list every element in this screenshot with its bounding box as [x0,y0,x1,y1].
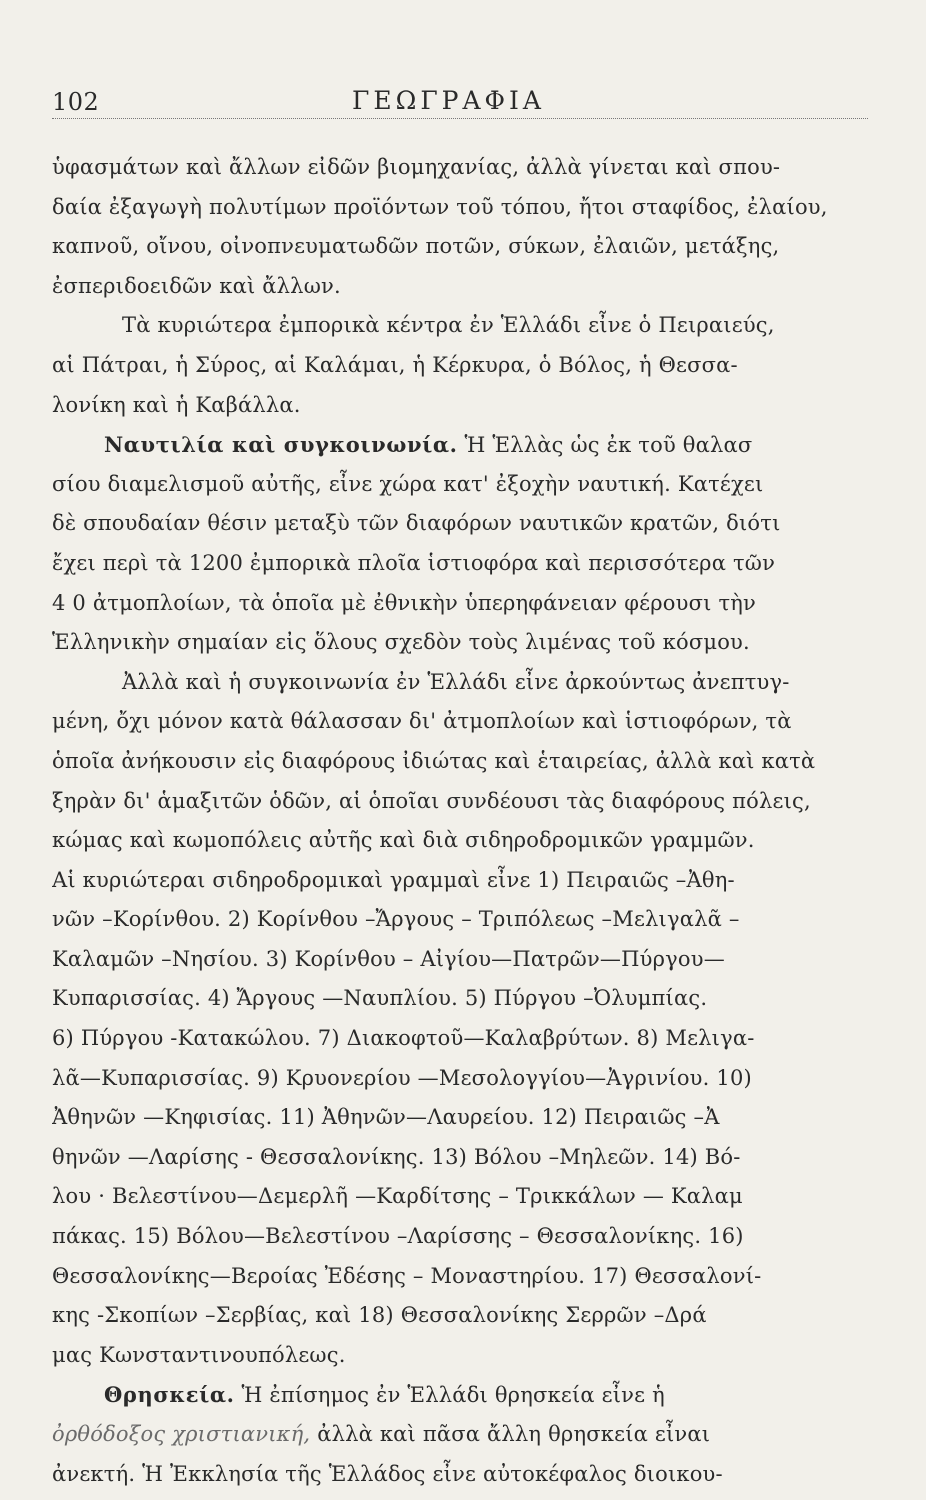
text-line: ὀρθόδοξος χριστιανική, ἀλλὰ καὶ πᾶσα ἄλλη θρησκεία εἶναι [52,1422,711,1446]
text-span: Ἡ ἐπίσημος ἐν Ἑλλάδι θρησκεία εἶνε ἡ [241,1383,665,1408]
running-title: ΓΕΩΓΡΑΦΙΑ [352,86,545,115]
text-line: ἔχει περὶ τὰ 1200 ἐμπορικὰ πλοῖα ἱστιοφόρα καὶ περισσότερα τῶν [52,550,776,575]
text-line: ξηρὰν δι' ἁμαξιτῶν ὁδῶν, αἱ ὁποῖαι συνδέουσι τὰς διαφόρους πόλεις, [52,788,811,813]
text-line: λᾶ—Κυπαρισσίας. 9) Κρυονερίου —Μεσολογγίου—Ἀγρινίου. 10) [52,1065,752,1090]
text-line: Καλαμῶν –Νησίου. 3) Κορίνθου – Αἰγίου—Πατρῶν—Πύργου— [52,946,725,971]
text-line: Κυπαρισσίας. 4) Ἄργους —Ναυπλίου. 5) Πύργου –Ὀλυμπίας. [52,986,708,1011]
text-line: ἐσπεριδοειδῶν καὶ ἄλλων. [52,273,341,298]
text-line-with-heading [52,1375,884,1415]
text-line: κης -Σκοπίων –Σερβίας, καὶ 18) Θεσσαλονίκης Σερρῶν –Δρά [52,1303,707,1328]
text-line-with-heading [52,425,884,465]
text-line: δὲ σπουδαίαν θέσιν μεταξὺ τῶν διαφόρων ναυτικῶν κρατῶν, διότι [52,511,781,536]
page-number: 102 [52,88,100,116]
text-line: μένη, ὄχι μόνον κατὰ θάλασσαν δι' ἀτμοπλοίων καὶ ἱστιοφόρων, τὰ [52,709,792,734]
text-line: ὁποῖα ἀνήκουσιν εἰς διαφόρους ἰδιώτας καὶ ἑταιρείας, ἀλλὰ καὶ κατὰ [52,748,816,773]
text-line: μας Κωνσταντινουπόλεως. [52,1342,346,1367]
text-line: Ἀθηνῶν —Κηφισίας. 11) Ἀθηνῶν—Λαυρείου. 12) Πειραιῶς –Ἀ [52,1105,720,1130]
page-header [52,80,868,120]
text-line: 6) Πύργου -Κατακώλου. 7) Διακοφτοῦ—Καλαβρύτων. 8) Μελιγα- [52,1026,755,1051]
text-line: Ἀλλὰ καὶ ἡ συγκοινωνία ἐν Ἑλλάδι εἶνε ἀρκούντως ἀνεπτυγ- [122,669,790,694]
text-line: δαία ἐξαγωγὴ πολυτίμων προϊόντων τοῦ τόπου, ἤτοι σταφίδος, ἐλαίου, [52,194,828,219]
text-line: σίου διαμελισμοῦ αὐτῆς, εἶνε χώρα κατ' ἐξοχὴν ναυτική. Κατέχει [52,471,764,496]
text-line: ὑφασμάτων καὶ ἄλλων εἰδῶν βιομηχανίας, ἀλλὰ γίνεται καὶ σπου- [52,155,781,179]
text-line: νῶν –Κορίνθου. 2) Κορίνθου –Ἄργους – Τριπόλεως –Μελιγαλᾶ – [52,907,740,932]
text-line: 4 0 ἀτμοπλοίων, τὰ ὁποῖα μὲ ἐθνικὴν ὑπερηφάνειαν φέρουσι τὴν [52,590,757,615]
text-line: λου · Βελεστίνου—Δεμερλῆ —Καρδίτσης – Τρικκάλων — Καλαμ [52,1184,743,1209]
text-line: λονίκη καὶ ἡ Καβάλλα. [52,392,301,417]
header-rule [52,118,868,119]
text-line: θηνῶν —Λαρίσης - Θεσσαλονίκης. 13) Βόλου –Μηλεῶν. 14) Βό- [52,1144,741,1169]
text-line: Τὰ κυριώτερα ἐμπορικὰ κέντρα ἐν Ἑλλάδι εἶνε ὁ Πειραιεύς, [122,313,775,338]
text-line: ἀνεκτή. Ἡ Ἐκκλησία τῆς Ἑλλάδος εἶνε αὐτοκέφαλος διοικου- [52,1461,723,1486]
text-line: Αἱ κυριώτεραι σιδηροδρομικαὶ γραμμαὶ εἶνε 1) Πειραιῶς –Ἀθη- [52,867,735,892]
text-line: αἱ Πάτραι, ἡ Σύρος, αἱ Καλάμαι, ἡ Κέρκυρα, ὁ Βόλος, ἡ Θεσσα- [52,352,738,377]
text-line: πάκας. 15) Βόλου—Βελεστίνου –Λαρίσσης – Θεσσαλονίκης. 16) [52,1224,744,1249]
text-line: κώμας καὶ κωμοπόλεις αὐτῆς καὶ διὰ σιδηροδρομικῶν γραμμῶν. [52,828,755,853]
section-heading-shipping: Ναυτιλία καὶ συγκοινωνία. [104,432,458,458]
text-line: καπνοῦ, οἴνου, οἰνοπνευματωδῶν ποτῶν, σύκων, ἐλαιῶν, μετάξης, [52,234,780,259]
text-span: Ἡ Ἑλλὰς ὡς ἐκ τοῦ θαλασ [464,433,753,458]
text-line: Ἑλληνικὴν σημαίαν εἰς ὅλους σχεδὸν τοὺς λιμένας τοῦ κόσμου. [52,630,750,655]
body-text [52,148,884,1494]
section-heading-religion: Θρησκεία. [104,1382,235,1408]
faded-phrase: ὀρθόδοξος χριστιανική, [52,1422,311,1446]
text-line: Θεσσαλονίκης—Βεροίας Ἐδέσης – Μοναστηρίου. 17) Θεσσαλονί- [52,1263,762,1288]
